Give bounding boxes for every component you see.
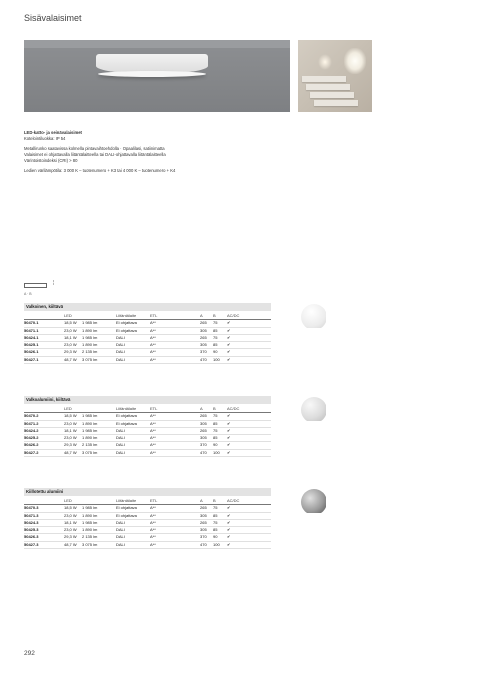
table-cell: A**: [150, 427, 200, 434]
product-code: 50426.2: [24, 442, 54, 449]
table-cell: DALI: [116, 356, 150, 363]
table-cell: 1 890 lm: [82, 435, 116, 442]
table-cell: 265: [200, 519, 213, 526]
table-cell: DALI: [116, 334, 150, 341]
table-cell: A**: [150, 534, 200, 541]
wall-light-glow: [318, 54, 332, 70]
table-cell: 23,0 W: [64, 327, 82, 334]
table-row: [24, 541, 271, 548]
table-cell: ✔: [227, 519, 271, 526]
table-cell: 1 890 lm: [82, 342, 116, 349]
table-cell: 265: [200, 320, 213, 327]
table-cell: A**: [150, 356, 200, 363]
description-line: Metallirunko saatavissa kolmella pintavaihtoehdolla · Opaalilasi, satiinimatta: [24, 146, 165, 151]
table-cell: ✔: [227, 413, 271, 420]
product-table: [24, 313, 271, 364]
table-cell: ✔: [227, 449, 271, 456]
table-cell: 305: [200, 420, 213, 427]
table-cell: 370: [200, 534, 213, 541]
table-cell: DALI: [116, 449, 150, 456]
table-cell: 1 985 lm: [82, 505, 116, 512]
stair-step: [310, 92, 354, 98]
table-cell: ✔: [227, 420, 271, 427]
column-header: A: [200, 498, 213, 505]
table-cell: ✔: [227, 342, 271, 349]
table-cell: 1 985 lm: [82, 320, 116, 327]
product-code: 50470.1: [24, 320, 54, 327]
column-header: [24, 406, 54, 413]
table-cell: 85: [213, 435, 227, 442]
table-cell: 305: [200, 342, 213, 349]
table-cell: A**: [150, 505, 200, 512]
column-header: [24, 498, 54, 505]
table-cell: 2 135 lm: [82, 349, 116, 356]
interior-stairs-photo: [298, 40, 372, 112]
spacer-cell: [54, 320, 64, 327]
table-cell: 85: [213, 420, 227, 427]
table-cell: ✔: [227, 356, 271, 363]
table-cell: 2 135 lm: [82, 534, 116, 541]
page-title: Sisävalaisimet: [24, 13, 82, 23]
table-cell: ✔: [227, 541, 271, 548]
table-cell: 265: [200, 413, 213, 420]
table-cell: Ei ohjattava: [116, 327, 150, 334]
table-row: [24, 334, 271, 341]
spacer-cell: [54, 442, 64, 449]
column-header: LED: [64, 406, 82, 413]
table-cell: A**: [150, 420, 200, 427]
table-cell: 23,0 W: [64, 512, 82, 519]
table-cell: A**: [150, 334, 200, 341]
table-cell: 75: [213, 320, 227, 327]
spacer-cell: [54, 356, 64, 363]
table-cell: DALI: [116, 427, 150, 434]
spacer-cell: [54, 512, 64, 519]
table-cell: 100: [213, 449, 227, 456]
spacer-cell: [54, 327, 64, 334]
table-cell: Ei ohjattava: [116, 420, 150, 427]
table-cell: 75: [213, 427, 227, 434]
product-code: 50471.3: [24, 512, 54, 519]
table-cell: 90: [213, 349, 227, 356]
table-cell: 305: [200, 435, 213, 442]
table-cell: DALI: [116, 435, 150, 442]
product-code: 50471.2: [24, 420, 54, 427]
table-cell: 470: [200, 356, 213, 363]
table-cell: 18,1 W: [64, 427, 82, 434]
table-cell: 90: [213, 534, 227, 541]
table-cell: A**: [150, 349, 200, 356]
table-cell: 3 075 lm: [82, 356, 116, 363]
column-header: [82, 498, 116, 505]
table-cell: 18,1 W: [64, 334, 82, 341]
table-cell: A**: [150, 342, 200, 349]
table-cell: ✔: [227, 435, 271, 442]
description-line: Kotelointiluokka: IP 54: [24, 136, 66, 141]
column-header: AC/DC: [227, 498, 271, 505]
table-cell: 75: [213, 413, 227, 420]
column-header: [82, 313, 116, 320]
spacer-cell: [54, 449, 64, 456]
table-cell: 305: [200, 327, 213, 334]
spacer-cell: [54, 349, 64, 356]
product-code: 50424.1: [24, 334, 54, 341]
table-cell: 48,7 W: [64, 356, 82, 363]
table-cell: Ei ohjattava: [116, 512, 150, 519]
table-cell: 1 985 lm: [82, 413, 116, 420]
stair-step: [314, 100, 358, 106]
spacer-cell: [54, 342, 64, 349]
product-table: [24, 498, 271, 549]
table-cell: DALI: [116, 342, 150, 349]
table-cell: 18,1 W: [64, 519, 82, 526]
table-cell: 470: [200, 541, 213, 548]
table-row: [24, 512, 271, 519]
table-cell: 1 890 lm: [82, 512, 116, 519]
column-header: A: [200, 313, 213, 320]
description-line: Värintoistoindeksi (CRI) > 80: [24, 158, 78, 163]
table-cell: ✔: [227, 334, 271, 341]
spacer-cell: [54, 519, 64, 526]
table-cell: 1 890 lm: [82, 527, 116, 534]
table-cell: 265: [200, 427, 213, 434]
table-cell: ✔: [227, 527, 271, 534]
column-header: A: [200, 406, 213, 413]
product-code: 50426.3: [24, 534, 54, 541]
table-cell: 100: [213, 541, 227, 548]
table-cell: ✔: [227, 505, 271, 512]
section-title: Valkoinen, kiiltävä: [24, 303, 271, 311]
table-cell: 100: [213, 356, 227, 363]
product-code: 50427.1: [24, 356, 54, 363]
dimension-rectangle-icon: [24, 283, 47, 288]
table-row: [24, 435, 271, 442]
column-header: B: [213, 313, 227, 320]
spacer-cell: [54, 413, 64, 420]
section-title: Kiillotettu alumiini: [24, 488, 271, 496]
section-title: Valkoalumiini, kiiltävä: [24, 396, 271, 404]
description-line: Ledien värilämpötila: 3 000 K – tuotenumero + K3 tai 4 000 K – tuotenumero + K4: [24, 168, 176, 173]
table-cell: 1 890 lm: [82, 327, 116, 334]
table-cell: DALI: [116, 527, 150, 534]
column-header: Liitäntälaite: [116, 406, 150, 413]
table-cell: 48,7 W: [64, 541, 82, 548]
table-cell: A**: [150, 449, 200, 456]
page-number: 292: [24, 650, 35, 657]
product-thumbnail: [296, 300, 326, 328]
column-header: [82, 406, 116, 413]
table-cell: A**: [150, 327, 200, 334]
table-row: [24, 527, 271, 534]
table-row: [24, 356, 271, 363]
table-cell: ✔: [227, 320, 271, 327]
table-cell: A**: [150, 527, 200, 534]
product-code: 50425.3: [24, 527, 54, 534]
table-row: [24, 349, 271, 356]
table-cell: 3 075 lm: [82, 541, 116, 548]
table-cell: 265: [200, 334, 213, 341]
table-cell: 18,5 W: [64, 320, 82, 327]
table-cell: 75: [213, 334, 227, 341]
table-cell: 75: [213, 505, 227, 512]
column-header: AC/DC: [227, 313, 271, 320]
table-cell: A**: [150, 442, 200, 449]
table-cell: 370: [200, 349, 213, 356]
table-cell: 1 985 lm: [82, 427, 116, 434]
table-cell: Ei ohjattava: [116, 413, 150, 420]
spacer-cell: [54, 505, 64, 512]
column-header: Liitäntälaite: [116, 498, 150, 505]
wall-light-glow: [344, 48, 366, 74]
table-cell: A**: [150, 541, 200, 548]
table-cell: ✔: [227, 512, 271, 519]
column-header: [54, 498, 64, 505]
product-code: 50471.1: [24, 327, 54, 334]
table-cell: DALI: [116, 534, 150, 541]
product-code: 50470.3: [24, 505, 54, 512]
table-cell: A**: [150, 320, 200, 327]
column-header: Liitäntälaite: [116, 313, 150, 320]
table-row: [24, 505, 271, 512]
table-header-row: [24, 498, 271, 505]
column-header: LED: [64, 313, 82, 320]
table-cell: A**: [150, 512, 200, 519]
spacer-cell: [54, 435, 64, 442]
product-code: 50427.3: [24, 541, 54, 548]
table-row: [24, 320, 271, 327]
table-cell: 1 985 lm: [82, 519, 116, 526]
spacer-cell: [54, 534, 64, 541]
table-row: [24, 420, 271, 427]
table-cell: Ei ohjattava: [116, 505, 150, 512]
product-code: 50426.1: [24, 349, 54, 356]
column-header: B: [213, 498, 227, 505]
product-thumbnail: [296, 485, 326, 513]
column-header: [54, 406, 64, 413]
product-code: 50470.2: [24, 413, 54, 420]
dimension-tick: ¦: [53, 280, 55, 286]
column-header: AC/DC: [227, 406, 271, 413]
table-cell: A**: [150, 435, 200, 442]
table-cell: 85: [213, 327, 227, 334]
table-cell: 18,5 W: [64, 413, 82, 420]
column-header: ETL: [150, 406, 200, 413]
product-code: 50425.1: [24, 342, 54, 349]
table-cell: Ei ohjattava: [116, 320, 150, 327]
product-table: [24, 406, 271, 457]
description-title: LED-katto- ja seinävalaisimet: [24, 130, 82, 135]
table-cell: 23,0 W: [64, 527, 82, 534]
table-cell: A**: [150, 519, 200, 526]
column-header: [54, 313, 64, 320]
column-header: ETL: [150, 498, 200, 505]
table-cell: 29,3 W: [64, 442, 82, 449]
table-header-row: [24, 313, 271, 320]
table-header-row: [24, 406, 271, 413]
table-cell: DALI: [116, 442, 150, 449]
table-cell: 3 075 lm: [82, 449, 116, 456]
table-cell: 1 890 lm: [82, 420, 116, 427]
product-section: [24, 488, 271, 549]
fixture-white-aluminium-image: [301, 397, 326, 421]
lamp-diffuser: [98, 71, 206, 77]
column-header: B: [213, 406, 227, 413]
table-cell: A**: [150, 413, 200, 420]
table-cell: 85: [213, 342, 227, 349]
table-cell: 29,3 W: [64, 534, 82, 541]
table-cell: 90: [213, 442, 227, 449]
table-cell: 470: [200, 449, 213, 456]
table-row: [24, 442, 271, 449]
spacer-cell: [54, 527, 64, 534]
ceiling-surface: [24, 40, 290, 48]
product-section: [24, 396, 271, 457]
table-row: [24, 427, 271, 434]
table-cell: 75: [213, 519, 227, 526]
table-cell: 23,0 W: [64, 435, 82, 442]
stair-step: [302, 76, 346, 82]
table-cell: 85: [213, 512, 227, 519]
table-cell: 305: [200, 512, 213, 519]
table-cell: 48,7 W: [64, 449, 82, 456]
table-cell: 1 985 lm: [82, 334, 116, 341]
table-row: [24, 327, 271, 334]
table-cell: 85: [213, 527, 227, 534]
column-header: [24, 313, 54, 320]
table-cell: ✔: [227, 327, 271, 334]
ceiling-lamp-photo: [24, 40, 290, 112]
table-cell: DALI: [116, 519, 150, 526]
table-cell: ✔: [227, 349, 271, 356]
table-row: [24, 519, 271, 526]
product-description: [24, 130, 314, 174]
dimension-marks: A · B: [24, 292, 32, 296]
table-cell: 23,0 W: [64, 420, 82, 427]
table-row: [24, 534, 271, 541]
table-row: [24, 413, 271, 420]
table-cell: 305: [200, 527, 213, 534]
spacer-cell: [54, 427, 64, 434]
table-cell: ✔: [227, 442, 271, 449]
stair-step: [306, 84, 350, 90]
table-row: [24, 342, 271, 349]
product-code: 50425.2: [24, 435, 54, 442]
fixture-white-image: [301, 304, 326, 328]
table-cell: 23,0 W: [64, 342, 82, 349]
table-cell: DALI: [116, 541, 150, 548]
spacer-cell: [54, 541, 64, 548]
product-thumbnail: [296, 393, 326, 421]
product-code: 50427.2: [24, 449, 54, 456]
table-cell: DALI: [116, 349, 150, 356]
table-cell: 265: [200, 505, 213, 512]
table-cell: 18,5 W: [64, 505, 82, 512]
spacer-cell: [54, 420, 64, 427]
description-line: Valaisimet ei ohjattavalla liitäntälaitteella tai DALI-ohjattavalla liitäntälaitteella: [24, 152, 166, 157]
product-code: 50424.3: [24, 519, 54, 526]
product-code: 50424.2: [24, 427, 54, 434]
table-cell: 370: [200, 442, 213, 449]
table-cell: ✔: [227, 427, 271, 434]
column-header: ETL: [150, 313, 200, 320]
table-cell: 2 135 lm: [82, 442, 116, 449]
column-header: LED: [64, 498, 82, 505]
fixture-polished-aluminium-image: [301, 489, 326, 513]
product-section: [24, 303, 271, 364]
table-cell: 29,3 W: [64, 349, 82, 356]
spacer-cell: [54, 334, 64, 341]
table-row: [24, 449, 271, 456]
table-cell: ✔: [227, 534, 271, 541]
